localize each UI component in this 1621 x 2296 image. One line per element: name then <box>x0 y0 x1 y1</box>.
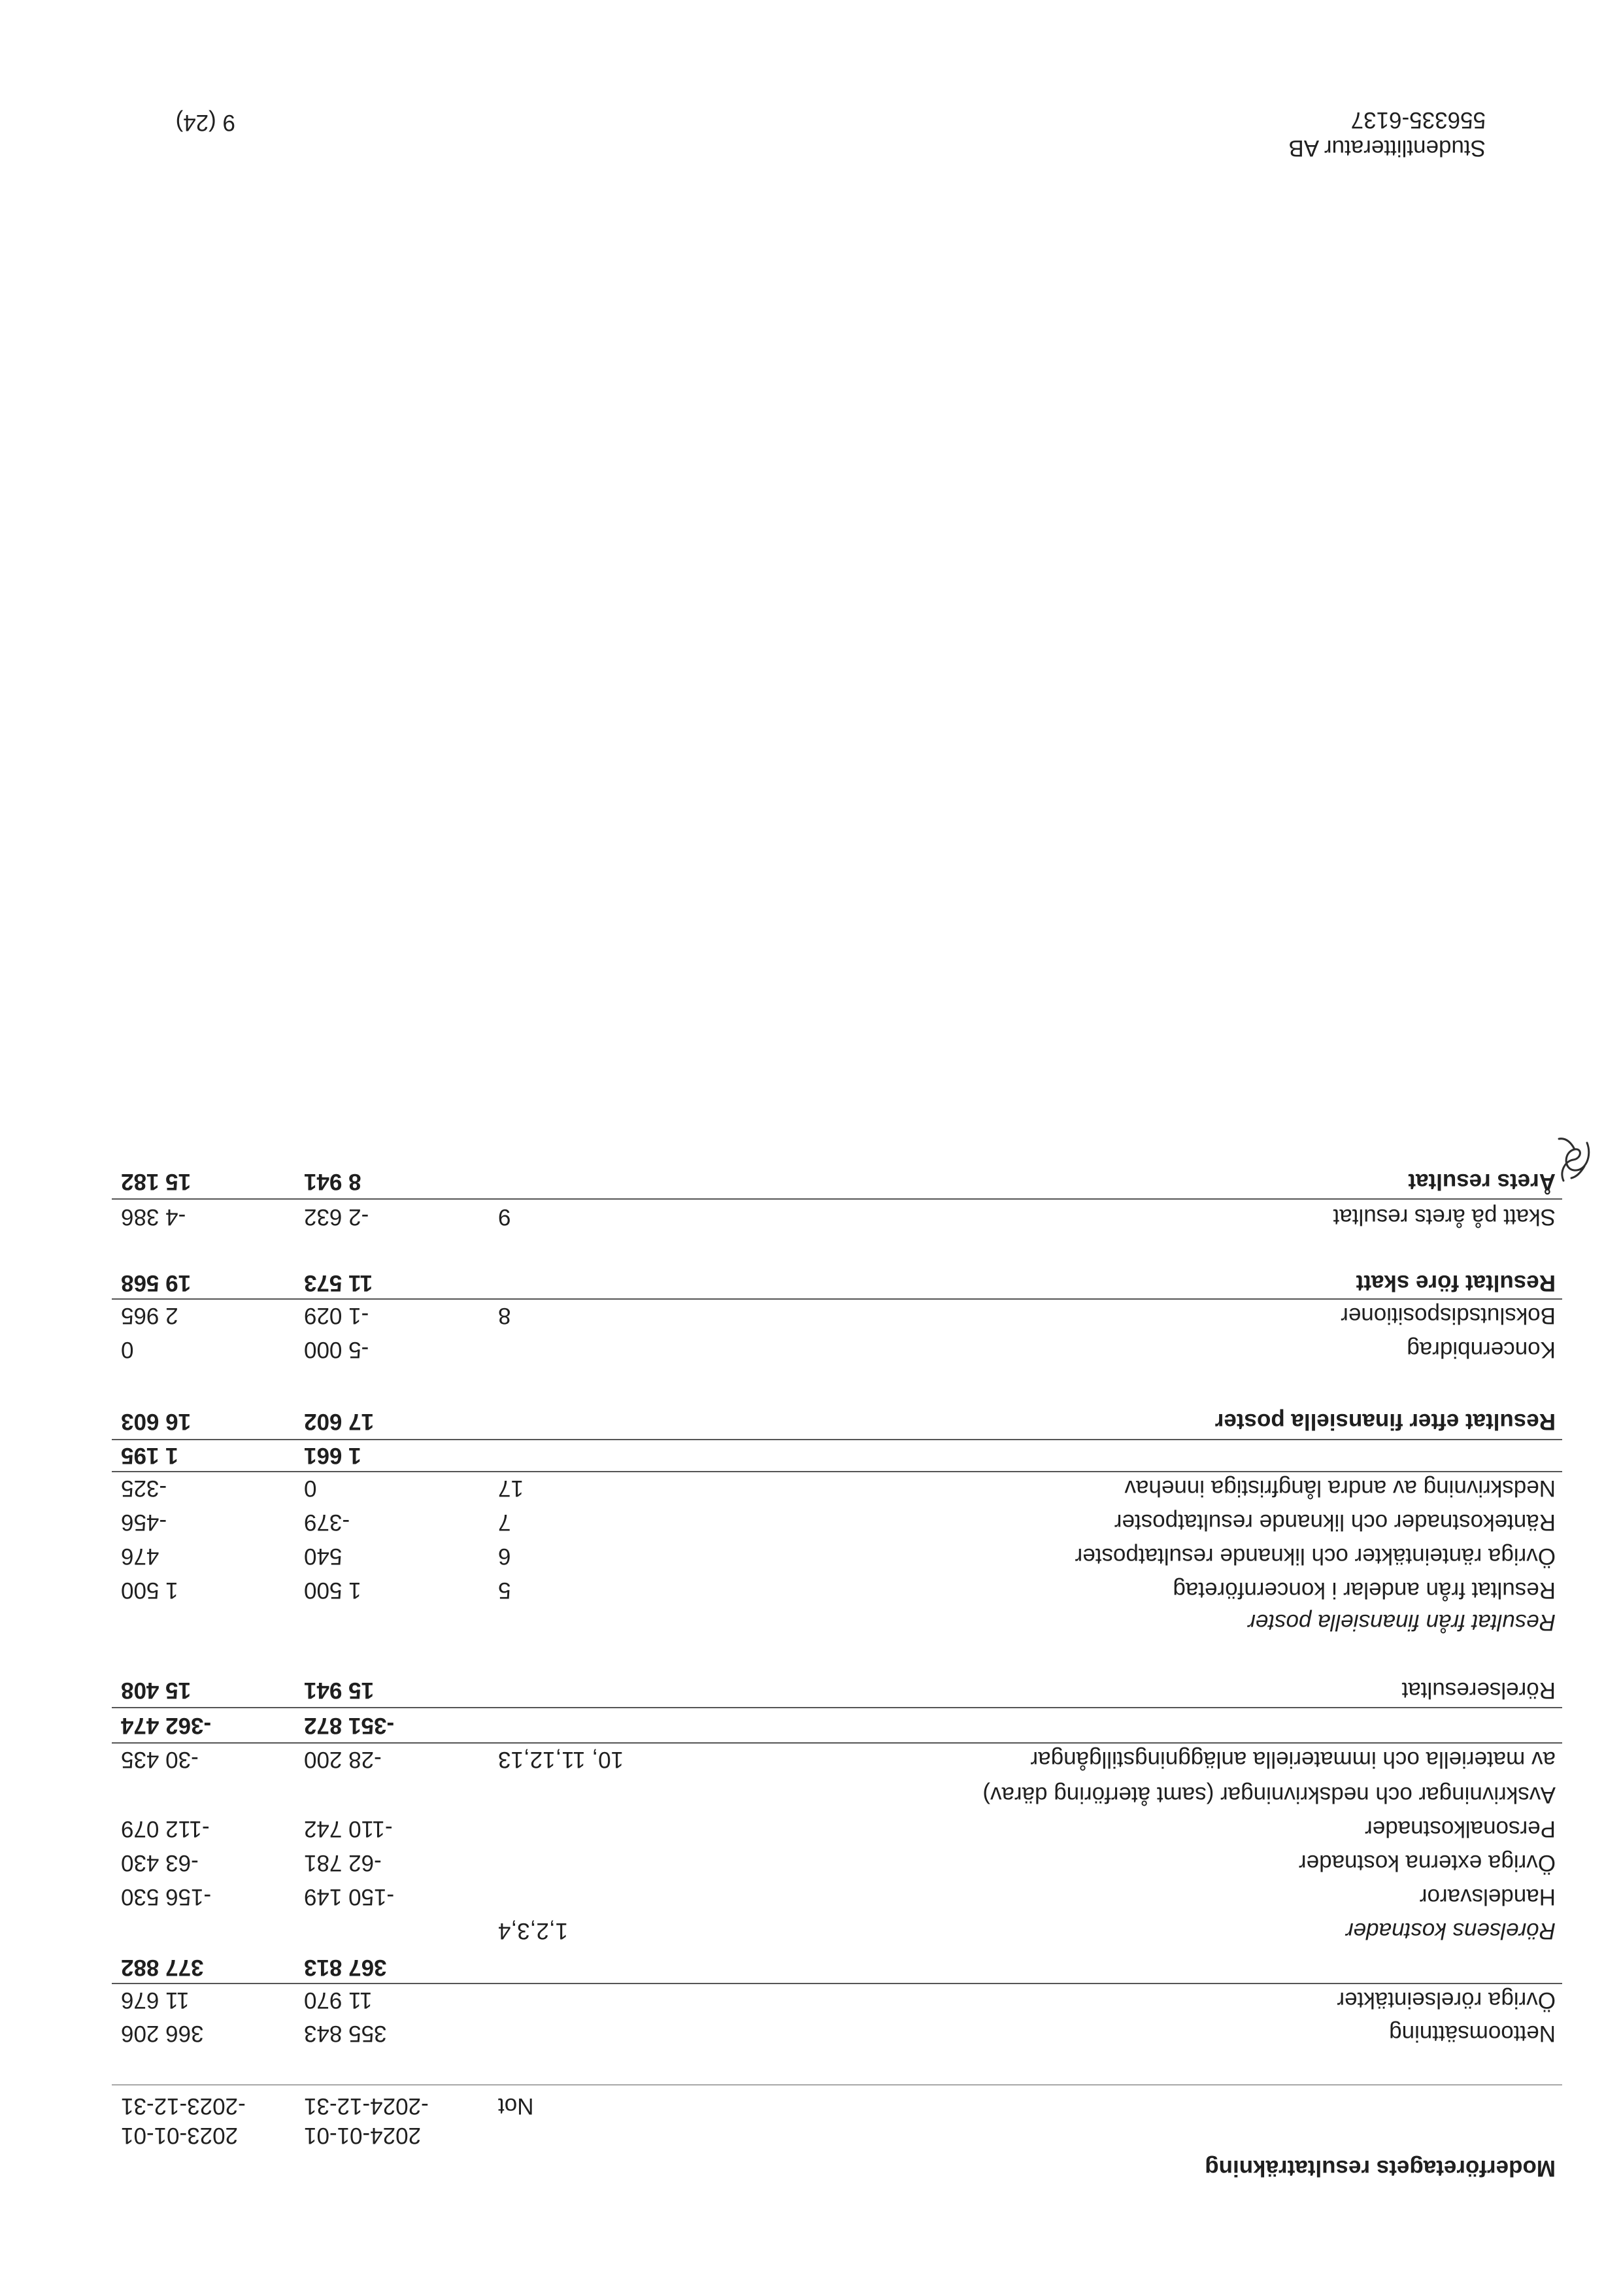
value-current: 15 941 <box>304 1678 375 1703</box>
row-av-materiella <box>0 1745 1621 1774</box>
row-label: Resultat från andelar i koncernföretag <box>1173 1578 1556 1603</box>
prior-period-end: -2023-12-31 <box>121 2093 246 2119</box>
value-prior: 476 <box>121 1544 159 1569</box>
value-current: 11 573 <box>304 1270 373 1296</box>
value-current: 8 941 <box>304 1169 361 1194</box>
row-nettoomsattning <box>0 2019 1621 2048</box>
note-ref: 9 <box>498 1204 511 1230</box>
row-label: Bokslutsdispositioner <box>1341 1303 1556 1328</box>
value-current: 1 500 <box>304 1578 361 1603</box>
row-label: Övriga ränteintäkter och liknande resultatposter <box>1075 1544 1556 1569</box>
row-skatt <box>0 1202 1621 1231</box>
value-current: -1 029 <box>304 1303 369 1328</box>
row-label: Räntekostnader och liknande resultatposter <box>1114 1510 1556 1535</box>
note-ref: 1,2,3,4 <box>498 1918 569 1944</box>
row-label: Nedskrivning av andra långfristiga innehav <box>1124 1476 1556 1501</box>
note-ref: 7 <box>498 1510 511 1535</box>
note-ref: 6 <box>498 1544 511 1569</box>
note-ref: 17 <box>498 1476 524 1501</box>
row-ovriga-externa-kostnader <box>0 1848 1621 1877</box>
row-koncernbidrag <box>0 1335 1621 1364</box>
value-prior: -112 079 <box>121 1816 210 1842</box>
row-label: Övriga externa kostnader <box>1299 1850 1556 1876</box>
section-label: Rörelsens kostnader <box>1346 1918 1556 1944</box>
note-column-header: Not <box>498 2093 534 2119</box>
value-current: 367 813 <box>304 1955 387 1980</box>
value-current: 0 <box>304 1476 317 1501</box>
row-subtotal-intakter <box>0 1953 1621 1982</box>
value-prior: 366 206 <box>121 2021 204 2046</box>
value-prior: 377 882 <box>121 1955 204 1980</box>
value-current: 1 661 <box>304 1443 361 1468</box>
value-prior: 11 676 <box>121 1987 190 2013</box>
row-label: Personalkostnader <box>1365 1816 1556 1842</box>
row-ovriga-rorelseintakter <box>0 1985 1621 2014</box>
row-label: Koncernbidrag <box>1407 1337 1556 1362</box>
row-label: Resultat före skatt <box>1356 1270 1556 1296</box>
section-label: Resultat från finansiella poster <box>1248 1610 1556 1635</box>
value-prior: 2 965 <box>121 1303 178 1328</box>
value-current: -110 742 <box>304 1816 393 1842</box>
value-current: -5 000 <box>304 1337 369 1362</box>
value-current: -28 200 <box>304 1747 382 1772</box>
row-label: Rörelseresultat <box>1401 1678 1556 1703</box>
value-prior: -4 386 <box>121 1204 186 1230</box>
row-label: Skatt på årets resultat <box>1333 1204 1556 1230</box>
value-current: 540 <box>304 1544 343 1569</box>
value-prior: -362 474 <box>121 1713 212 1738</box>
page-number: 9 (24) <box>175 110 235 135</box>
row-label: Handelsvaror <box>1419 1884 1556 1910</box>
value-current: -379 <box>304 1510 350 1535</box>
current-period-start: 2024-01-01 <box>304 2123 422 2148</box>
row-bokslutsdispositioner <box>0 1301 1621 1330</box>
row-rorelseresultat <box>0 1676 1621 1704</box>
row-label: Nettoomsättning <box>1389 2021 1556 2046</box>
value-prior: 16 603 <box>121 1409 192 1434</box>
row-ranteintakter <box>0 1542 1621 1570</box>
company-name: Studentlitteratur AB <box>1288 135 1486 161</box>
value-prior: 0 <box>121 1337 134 1362</box>
result-divider <box>112 1298 1562 1300</box>
value-prior: 19 568 <box>121 1270 192 1296</box>
row-label: Avskrivningar och nedskrivningar (samt återföring därav) <box>982 1782 1556 1808</box>
value-current: -62 781 <box>304 1850 382 1876</box>
result-divider <box>112 1707 1562 1708</box>
row-resultat-fore-skatt <box>0 1268 1621 1297</box>
subtotal-divider <box>112 1983 1562 1984</box>
row-label: Resultat efter finansiella poster <box>1214 1409 1556 1434</box>
row-personalkostnader <box>0 1814 1621 1843</box>
value-prior: 1 195 <box>121 1443 178 1468</box>
row-label: Årets resultat <box>1408 1169 1556 1194</box>
value-prior: 1 500 <box>121 1578 178 1603</box>
row-label: av materiella och immateriella anläggningstillgångar <box>1030 1747 1556 1772</box>
value-prior: -325 <box>121 1476 167 1501</box>
row-rantekostnader <box>0 1508 1621 1536</box>
value-prior: -156 530 <box>121 1884 212 1910</box>
row-subtotal-finansiella <box>0 1441 1621 1470</box>
value-prior: -30 435 <box>121 1747 199 1772</box>
row-resultat-fran-finansiella-poster <box>0 1608 1621 1636</box>
row-nedskrivning <box>0 1474 1621 1502</box>
result-divider <box>112 1198 1562 1200</box>
row-avskrivningar <box>0 1780 1621 1809</box>
value-current: -2 632 <box>304 1204 369 1230</box>
current-period-end: -2024-12-31 <box>304 2093 429 2119</box>
value-current: -150 149 <box>304 1884 395 1910</box>
signature-initials <box>1556 1131 1596 1186</box>
header-divider <box>112 2084 1562 2085</box>
org-number: 556335-6137 <box>1350 107 1486 133</box>
row-rorelsens-kostnader <box>0 1916 1621 1945</box>
value-prior: -456 <box>121 1510 167 1535</box>
value-current: 11 970 <box>304 1987 373 2013</box>
note-ref: 5 <box>498 1578 511 1603</box>
row-arets-resultat <box>0 1167 1621 1196</box>
value-current: 17 602 <box>304 1409 375 1434</box>
row-handelsvaror <box>0 1882 1621 1911</box>
statement-title: Moderföretagets resultaträkning <box>1205 2155 1556 2181</box>
value-prior: 15 182 <box>121 1169 192 1194</box>
prior-period-start: 2023-01-01 <box>121 2123 239 2148</box>
result-divider <box>112 1439 1562 1440</box>
note-ref: 8 <box>498 1303 511 1328</box>
row-subtotal-kostnader <box>0 1711 1621 1740</box>
subtotal-divider <box>112 1742 1562 1744</box>
value-prior: 15 408 <box>121 1678 192 1703</box>
note-ref: 10, 11,12,13 <box>498 1747 624 1772</box>
subtotal-divider <box>112 1471 1562 1472</box>
value-prior: -63 430 <box>121 1850 199 1876</box>
row-andelar-koncernforetag <box>0 1576 1621 1604</box>
value-current: 355 843 <box>304 2021 387 2046</box>
value-current: -351 872 <box>304 1713 395 1738</box>
row-label: Övriga rörelseintäkter <box>1337 1987 1556 2013</box>
row-resultat-efter-finansiella-poster <box>0 1407 1621 1436</box>
